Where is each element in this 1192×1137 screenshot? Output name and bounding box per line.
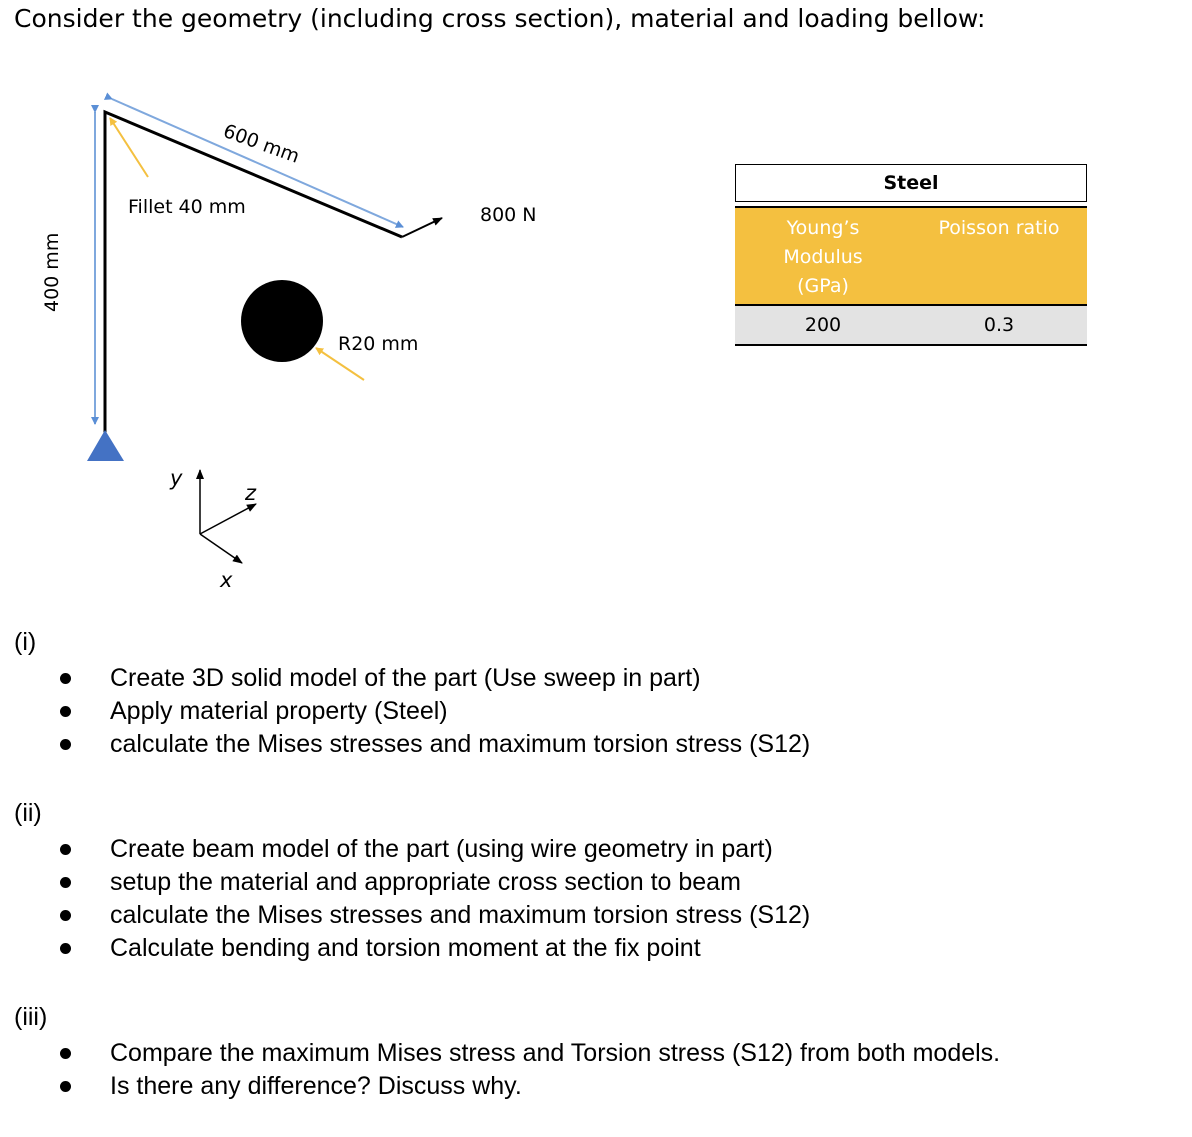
list-item: Create beam model of the part (using wire geometry in part)	[14, 833, 810, 866]
list-item: calculate the Mises stresses and maximum torsion stress (S12)	[14, 899, 810, 932]
section-ii	[14, 797, 810, 965]
label-400-mm: 400 mm	[41, 232, 63, 312]
list-item: Compare the maximum Mises stress and Torsion stress (S12) from both models.	[14, 1037, 1000, 1070]
list-item: Is there any difference? Discuss why.	[14, 1070, 1000, 1103]
section-i	[14, 626, 810, 761]
header-youngs-modulus	[735, 208, 911, 304]
label-load: 800 N	[480, 204, 537, 226]
task-list	[14, 1037, 1000, 1103]
cross-section-circle	[241, 280, 323, 362]
section-label: (ii)	[14, 799, 42, 827]
list-item: Calculate bending and torsion moment at the fix point	[14, 932, 810, 965]
axis-y-label: y	[170, 466, 183, 490]
task-list	[14, 833, 810, 965]
bullet	[60, 844, 71, 855]
header-youngs-line-2: Modulus	[783, 246, 863, 268]
properties-header-row	[735, 206, 1087, 306]
bullet	[60, 1081, 71, 1092]
label-600-mm: 600 mm	[220, 120, 303, 168]
label-radius: R20 mm	[338, 333, 419, 355]
bullet	[60, 739, 71, 750]
label-fillet: Fillet 40 mm	[128, 196, 246, 218]
coordinate-axes	[169, 466, 257, 592]
material-properties-table	[735, 164, 1087, 346]
bullet	[60, 1048, 71, 1059]
bullet	[60, 673, 71, 684]
header-youngs-line-3: (GPa)	[797, 275, 849, 297]
bullet	[60, 706, 71, 717]
value-poisson-ratio: 0.3	[983, 314, 1015, 336]
bullet	[60, 910, 71, 921]
list-item: calculate the Mises stresses and maximum torsion stress (S12)	[14, 728, 810, 761]
page-heading: Consider the geometry (including cross section), material and loading bellow:	[14, 4, 986, 33]
section-label: (iii)	[14, 1003, 48, 1031]
list-item: Create 3D solid model of the part (Use sweep in part)	[14, 662, 810, 695]
list-item: setup the material and appropriate cross section to beam	[14, 866, 810, 899]
fixed-support	[87, 430, 124, 461]
axis-x-label: x	[220, 568, 233, 592]
bullet	[60, 877, 71, 888]
task-list	[14, 662, 810, 761]
material-name: Steel	[735, 164, 1087, 202]
bullet	[60, 943, 71, 954]
header-poisson-ratio: Poisson ratio	[938, 217, 1060, 239]
section-iii	[14, 1001, 1000, 1103]
section-label: (i)	[14, 628, 37, 656]
value-youngs-modulus: 200	[804, 314, 842, 336]
load-arrow	[402, 218, 442, 237]
list-item: Apply material property (Steel)	[14, 695, 810, 728]
axis-z-label: z	[245, 481, 257, 505]
header-youngs-line-1: Young’s	[786, 217, 860, 239]
properties-value-row	[735, 306, 1087, 346]
